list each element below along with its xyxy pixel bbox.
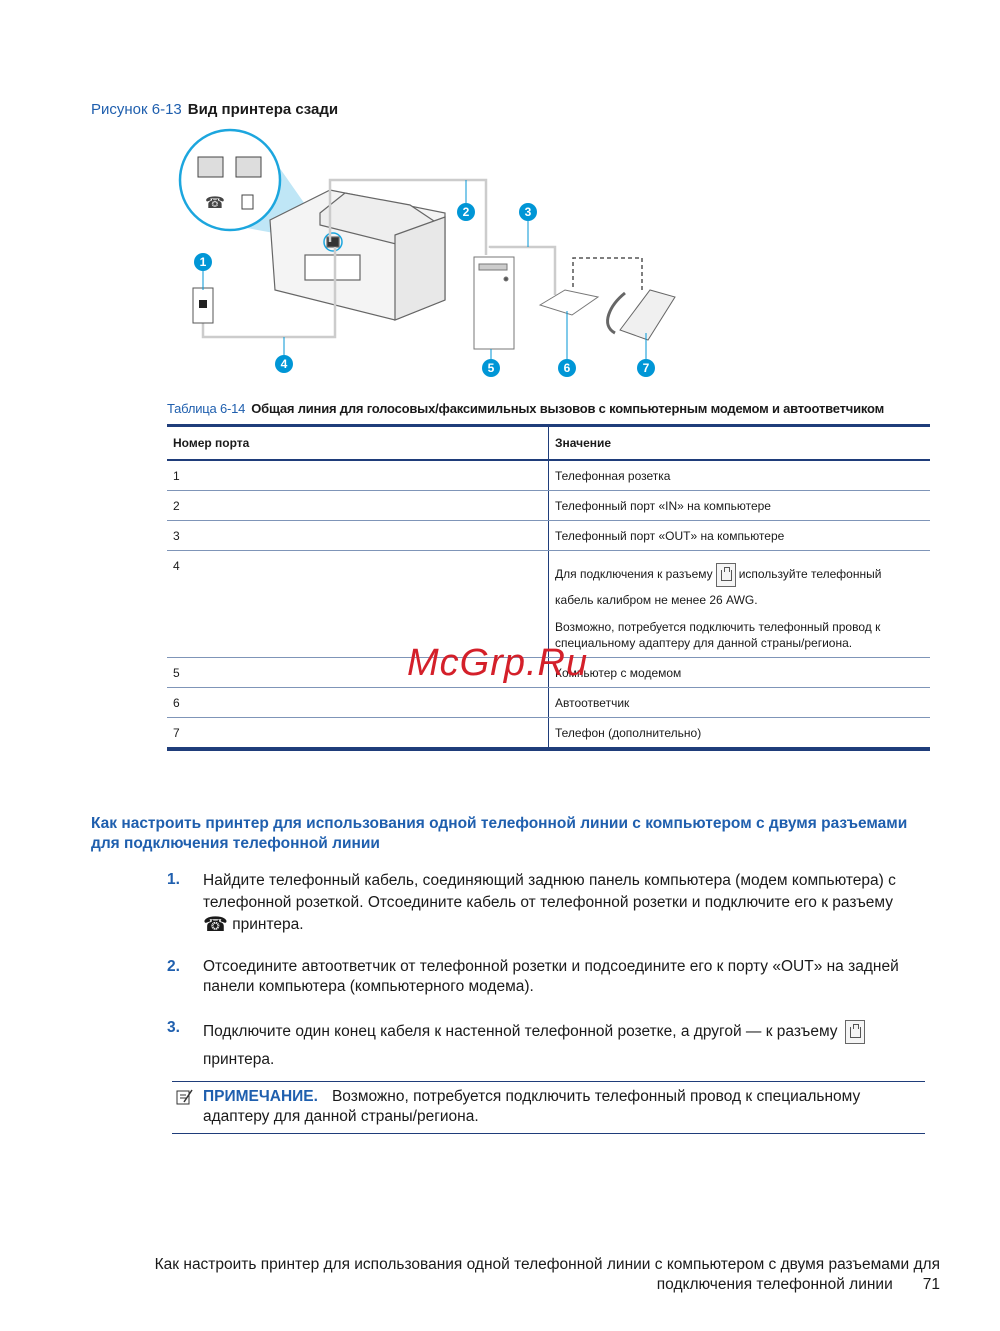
table-header-row (167, 426, 930, 461)
port-cell: 5 (167, 658, 549, 688)
telephone (608, 290, 675, 340)
svg-text:4: 4 (280, 357, 288, 371)
svg-text:5: 5 (487, 361, 495, 375)
step-text: Подключите один конец кабеля к настенной телефонной розетке, а другой — к разъему (203, 1023, 838, 1040)
page-number: 71 (922, 1276, 940, 1293)
note-icon (175, 1088, 193, 1106)
header-meaning: Значение (549, 426, 931, 461)
note-text: Возможно, потребуется подключить телефонный провод к специальному адаптеру для данной страны/региона. (203, 1088, 861, 1125)
table-row (167, 521, 930, 551)
desc-text: Для подключения к разъему (555, 567, 713, 581)
step-number: 3. (167, 1019, 180, 1036)
port-cell: 4 (167, 551, 549, 658)
step-text: Найдите телефонный кабель, соединяющий заднюю панель компьютера (модем компьютера) с телефонной розеткой. Отсоедините кабель от телефонной розетки и подключите его к разъему (203, 872, 896, 911)
port-cell: 2 (167, 491, 549, 521)
table-row (167, 460, 930, 491)
jack-icon (845, 1020, 865, 1044)
printer-illustration (270, 190, 445, 320)
header-port: Номер порта (167, 426, 549, 461)
port-zoom-circle (180, 130, 280, 230)
note-box (172, 1081, 925, 1134)
step-text: принтера. (203, 1051, 275, 1068)
svg-text:7: 7 (642, 361, 650, 375)
figure-label: Рисунок 6-13 (91, 101, 182, 118)
line-port-icon (198, 157, 223, 177)
computer-tower (474, 257, 514, 349)
desc-cell: Телефонный порт «IN» на компьютере (549, 491, 931, 521)
desc-cell: Компьютер с модемом (549, 658, 931, 688)
jack-icon (716, 563, 736, 587)
figure-caption (91, 101, 338, 118)
table-row (167, 718, 930, 750)
step-1 (167, 870, 907, 936)
desc-cell: Телефон (дополнительно) (549, 718, 931, 750)
callout-5 (482, 349, 500, 377)
printer-rear-diagram (170, 125, 690, 380)
step-2 (167, 957, 907, 997)
note-label: ПРИМЕЧАНИЕ. (203, 1088, 318, 1105)
section-title: Как настроить принтер для использования одной телефонной линии с компьютером с двумя разъемами для подключения телефонной линии (91, 815, 908, 852)
answering-machine (540, 290, 598, 315)
step-number: 2. (167, 958, 180, 975)
svg-text:3: 3 (524, 205, 532, 219)
port-cell: 7 (167, 718, 549, 750)
callout-3 (519, 203, 537, 247)
desc-cell (549, 551, 931, 658)
phone-handset-icon: ☎ (203, 914, 228, 936)
callout-1 (194, 253, 212, 290)
desc-text: кабель калибром не менее 26 AWG. (555, 593, 758, 607)
svg-text:6: 6 (563, 361, 571, 375)
dashed-link (573, 258, 642, 290)
watermark: McGrp.Ru (407, 642, 589, 684)
table-caption (167, 401, 884, 416)
desc-cell: Телефонная розетка (549, 460, 931, 491)
callout-2 (457, 180, 475, 221)
desc-note: Возможно, потребуется подключить телефонный провод к специальному адаптеру для данной страны/региона. (555, 620, 881, 650)
port-cell: 1 (167, 460, 549, 491)
callout-7 (637, 333, 655, 377)
table-row (167, 688, 930, 718)
desc-cell: Автоответчик (549, 688, 931, 718)
phone-icon: ☎ (205, 195, 225, 212)
callout-4 (275, 337, 293, 373)
ext-port-icon (236, 157, 261, 177)
desc-text: используйте телефонный (738, 567, 882, 581)
port-cell: 6 (167, 688, 549, 718)
desc-cell: Телефонный порт «OUT» на компьютере (549, 521, 931, 551)
table-label: Таблица 6-14 (167, 401, 246, 416)
footer-text: Как настроить принтер для использования одной телефонной линии с компьютером с двумя разъемами для подключения телефонной линии (154, 1256, 940, 1293)
port-table (167, 424, 930, 751)
step-text: принтера. (232, 916, 304, 934)
figure-title: Вид принтера сзади (187, 101, 339, 118)
svg-text:2: 2 (462, 205, 470, 219)
table-row (167, 491, 930, 521)
page-footer (140, 1255, 940, 1295)
port-cell: 3 (167, 521, 549, 551)
step-3 (167, 1018, 907, 1074)
table-title: Общая линия для голосовых/факсимильных вызовов с компьютерным модемом и автоответчиком (251, 401, 885, 416)
svg-text:1: 1 (199, 255, 207, 269)
callout-6 (558, 311, 576, 377)
step-number: 1. (167, 871, 180, 888)
step-text: Отсоедините автоответчик от телефонной розетки и подсоедините его к порту «OUT» на задней панели компьютера (компьютерного модема). (203, 958, 899, 995)
